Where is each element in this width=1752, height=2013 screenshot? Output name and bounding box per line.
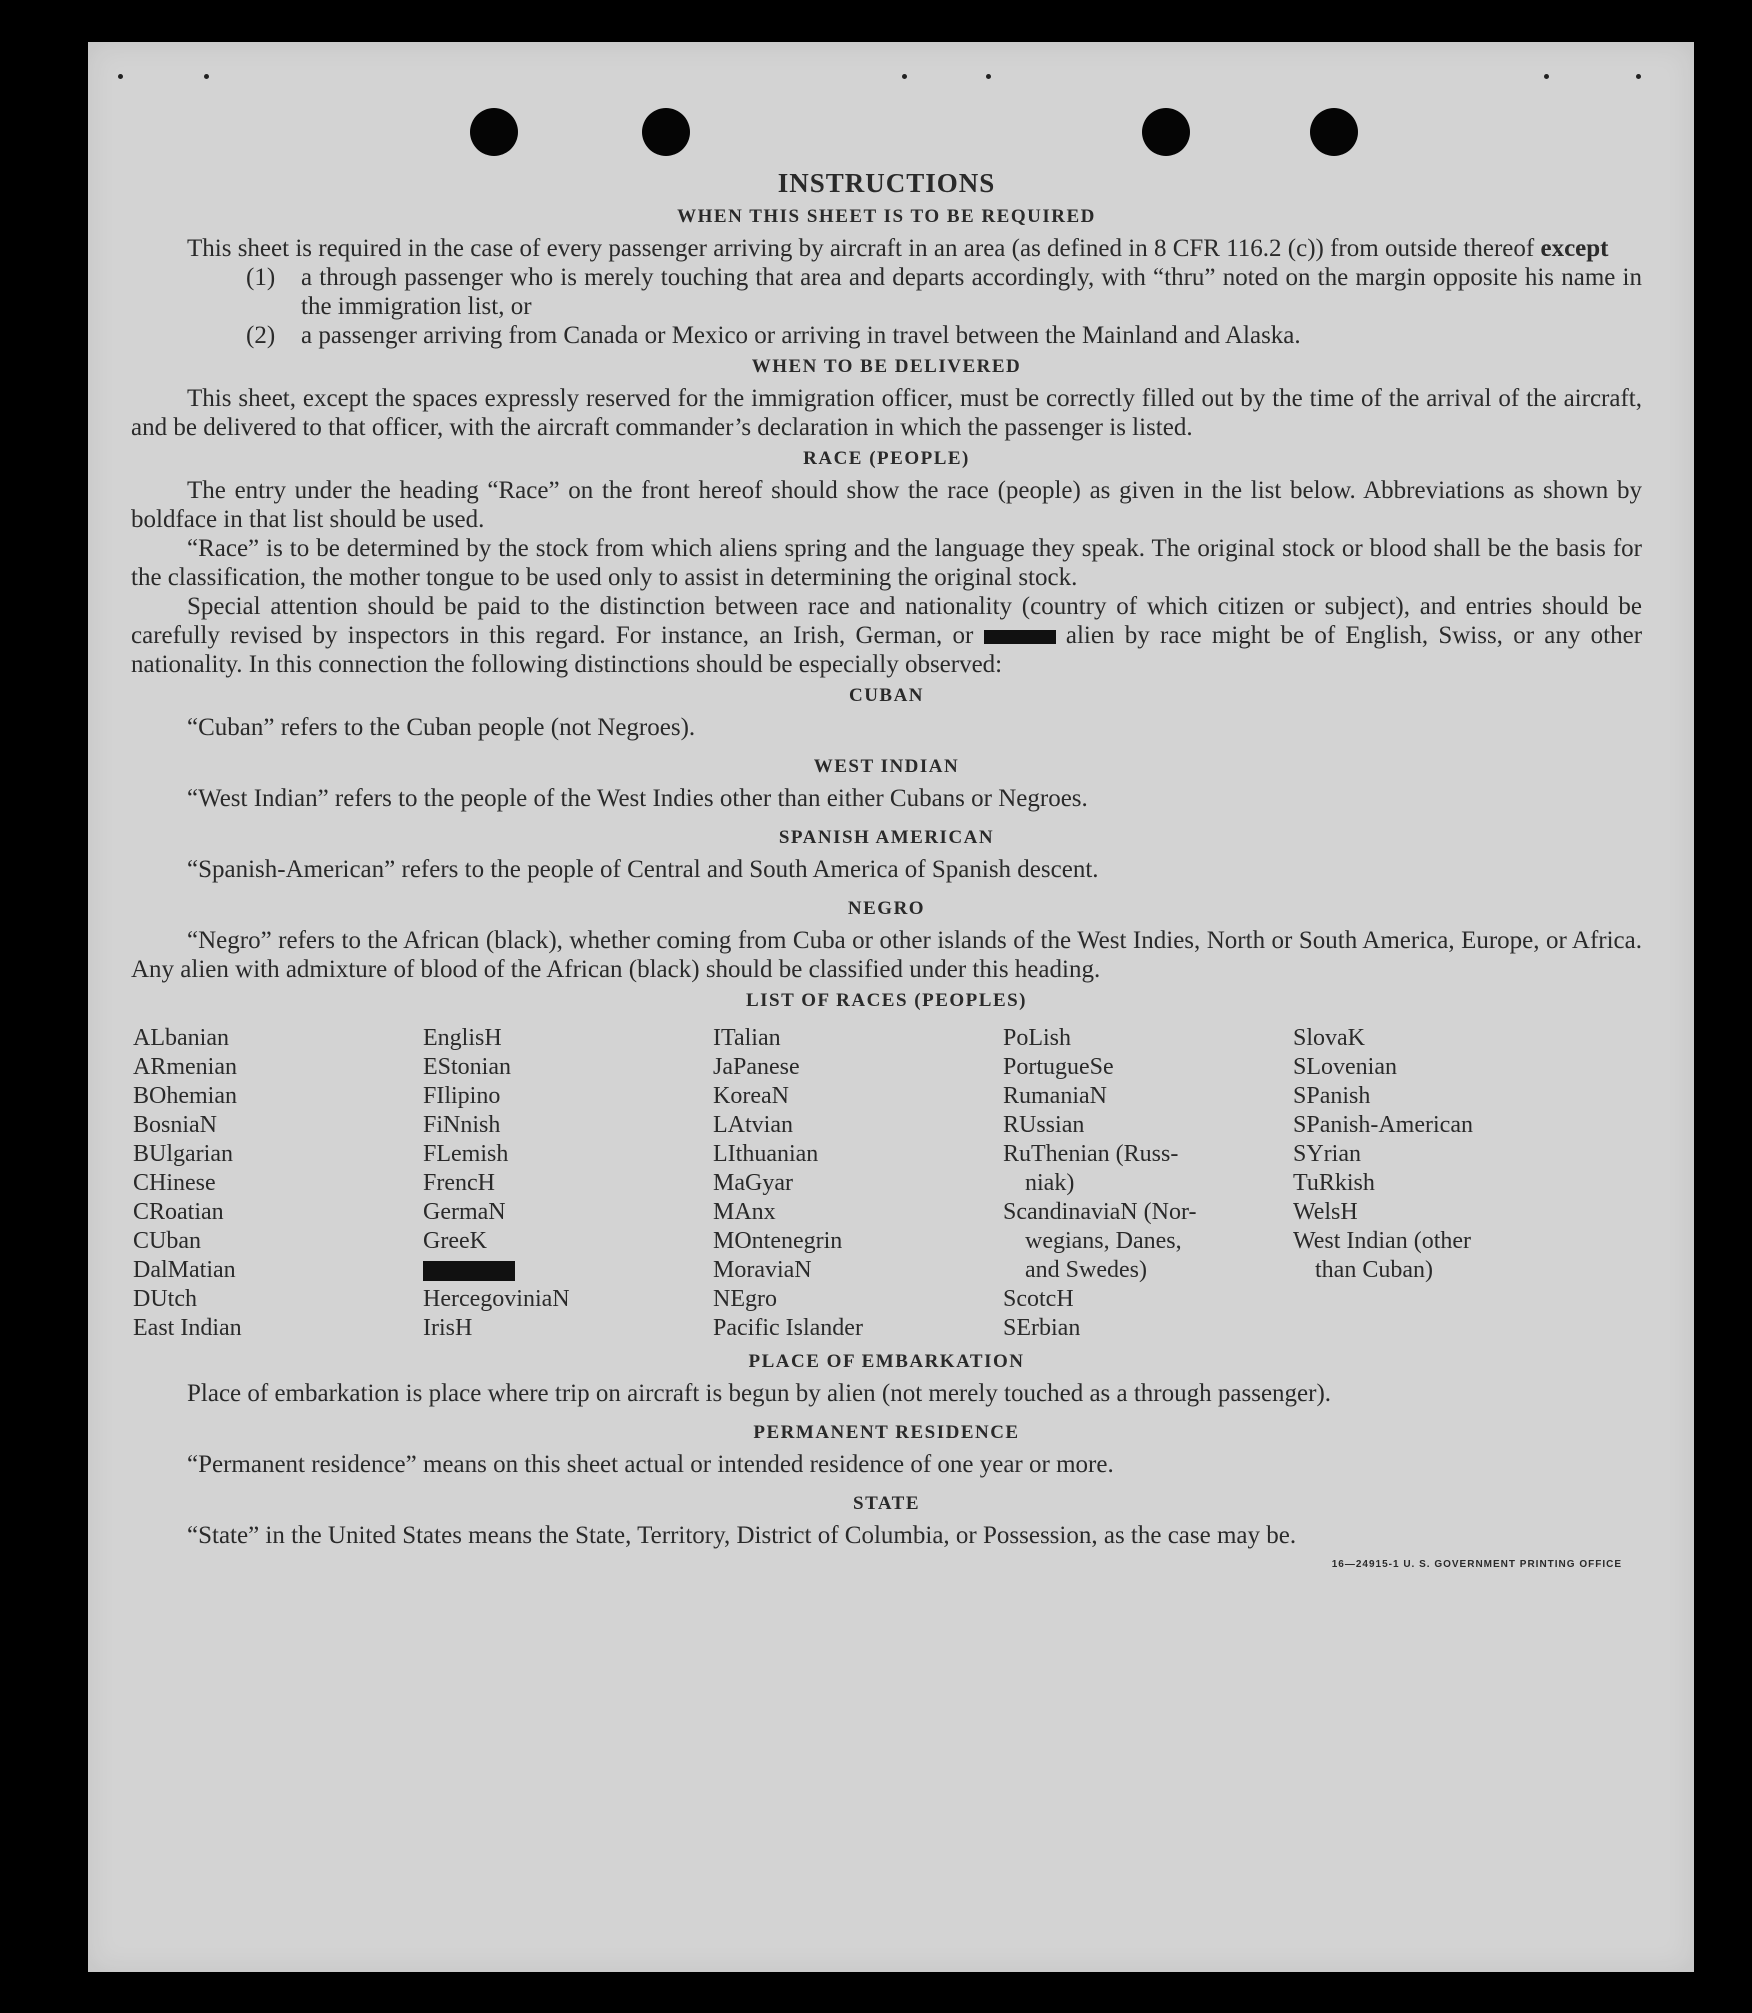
section-heading-west-indian: WEST INDIAN [813, 756, 960, 777]
race-entry: HercegoviniaN [423, 1286, 570, 1312]
section-heading-spanish-american: SPANISH AMERICAN [778, 827, 995, 848]
race-entry: CHinese [133, 1170, 216, 1196]
residence-text: “Permanent residence” means on this sheet actual or intended residence of one year or more. [187, 1451, 1114, 1478]
section-heading-embarkation: PLACE OF EMBARKATION [748, 1351, 1025, 1372]
race-entry: KoreaN [713, 1083, 789, 1109]
race-entry: PoLish [1003, 1025, 1072, 1051]
redaction-mark [423, 1261, 515, 1281]
race-entry: WelsH [1293, 1199, 1358, 1225]
race-entry: CRoatian [133, 1199, 224, 1225]
footer-line [131, 1550, 1642, 1579]
race-entry: SErbian [1003, 1315, 1081, 1341]
race-entry: FIlipino [423, 1083, 501, 1109]
race-entry: FiNnish [423, 1112, 501, 1138]
punch-hole [1142, 108, 1190, 156]
race-entry: GermaN [423, 1199, 506, 1225]
section-heading-negro: NEGRO [847, 898, 926, 919]
race-entry-redacted [423, 1256, 713, 1285]
delivered-text: This sheet, except the spaces expressly reserved for the immigration officer, must be correctly filled out by the time of the arrival of the aircraft, and be delivered to that officer, with the aircraft commander’s declaration in which the passenger is listed. [131, 385, 1642, 441]
race-entry: FrencH [423, 1170, 495, 1196]
race-entry: RUssian [1003, 1112, 1085, 1138]
race-entry: DalMatian [133, 1257, 236, 1283]
race-entry: MaGyar [713, 1170, 793, 1196]
race-entry: BOhemian [133, 1083, 237, 1109]
punch-hole [1310, 108, 1358, 156]
races-column-4 [1003, 1024, 1293, 1343]
race-entry: RuThenian (Russ- [1003, 1141, 1179, 1167]
section-heading-race: RACE (PEOPLE) [803, 448, 970, 469]
race-entry: SLovenian [1293, 1054, 1397, 1080]
races-column-2 [423, 1024, 713, 1343]
section-heading-list-of-races: LIST OF RACES (PEOPLES) [745, 990, 1028, 1011]
section-heading-required: WHEN THIS SHEET IS TO BE REQUIRED [677, 206, 1096, 227]
race-entry: MAnx [713, 1199, 776, 1225]
instructions-content [131, 169, 1642, 1579]
race-entry: GreeK [423, 1228, 487, 1254]
printer-imprint: 16—24915-1 U. S. GOVERNMENT PRINTING OFFICE [1331, 1559, 1622, 1570]
race-entry-continued: niak) [1025, 1170, 1075, 1196]
document-page [88, 42, 1694, 1972]
race-entry: MOntenegrin [713, 1228, 843, 1254]
race-entry: RumaniaN [1003, 1083, 1107, 1109]
cuban-text: “Cuban” refers to the Cuban people (not Negroes). [187, 714, 696, 741]
race-entry: ARmenian [133, 1054, 237, 1080]
state-text: “State” in the United States means the State, Territory, District of Columbia, or Possession, as the case may be. [187, 1522, 1297, 1549]
spanish-american-text: “Spanish-American” refers to the people of Central and South America of Spanish descent. [187, 856, 1099, 883]
race-entry: East Indian [133, 1315, 242, 1341]
speck [986, 74, 991, 79]
race-paragraph-3: Special attention should be paid to the distinction between race and nationality (country of which citizen or subject), and entries should be carefully revised by inspectors in this regard. For instance, an Irish, German, or alien by race might be of English, Swiss, or any other nationality. In this connection the following distinctions should be especially observed: [131, 593, 1643, 678]
required-intro: This sheet is required in the case of every passenger arriving by aircraft in an area (as defined in 8 CFR 116.2 (c)) from outside thereof except [187, 235, 1609, 262]
race-entry: IrisH [423, 1315, 473, 1341]
race-entry: PortugueSe [1003, 1054, 1114, 1080]
race-entry: SPanish-American [1293, 1112, 1473, 1138]
race-entry: Pacific Islander [713, 1315, 863, 1341]
race-entry: TuRkish [1293, 1170, 1375, 1196]
race-entry: NEgro [713, 1286, 777, 1312]
race-entry: SYrian [1293, 1141, 1361, 1167]
list-item: (1) a through passenger who is merely touching that area and departs accordingly, with “thru” noted on the margin opposite his name in the immigration list, or [246, 264, 1642, 320]
race-entry-continued: and Swedes) [1025, 1257, 1147, 1283]
punch-hole [470, 108, 518, 156]
list-item: (2) a passenger arriving from Canada or Mexico or arriving in travel between the Mainland and Alaska. [246, 322, 1301, 349]
speck [118, 74, 123, 79]
race-entry: MoraviaN [713, 1257, 812, 1283]
section-heading-residence: PERMANENT RESIDENCE [753, 1422, 1020, 1443]
race-entry: SlovaK [1293, 1025, 1365, 1051]
speck [204, 74, 209, 79]
race-entry-continued: wegians, Danes, [1025, 1228, 1182, 1254]
section-heading-delivered: WHEN TO BE DELIVERED [751, 356, 1022, 377]
race-entry: DUtch [133, 1286, 197, 1312]
race-entry: LAtvian [713, 1112, 793, 1138]
race-entry: SPanish [1293, 1083, 1371, 1109]
negro-text: “Negro” refers to the African (black), whether coming from Cuba or other islands of the West Indies, North or South America, Europe, or Africa. Any alien with admixture of blood of the African (black) should be classified under this heading. [131, 927, 1642, 983]
race-entry: CUban [133, 1228, 201, 1254]
race-entry: ALbanian [133, 1025, 229, 1051]
races-column-1 [133, 1024, 423, 1343]
race-entry: BosniaN [133, 1112, 217, 1138]
west-indian-text: “West Indian” refers to the people of the West Indies other than either Cubans or Negroes. [187, 785, 1088, 812]
race-entry: JaPanese [713, 1054, 800, 1080]
race-entry: LIthuanian [713, 1141, 819, 1167]
race-paragraph-2: “Race” is to be determined by the stock from which aliens spring and the language they speak. The original stock or blood shall be the basis for the classification, the mother tongue to be used only to assist in determining the original stock. [131, 535, 1642, 591]
speck [1636, 74, 1641, 79]
speck [1544, 74, 1549, 79]
races-column-5 [1293, 1024, 1623, 1343]
race-entry: ITalian [713, 1025, 781, 1051]
race-entry: FLemish [423, 1141, 509, 1167]
races-column-3 [713, 1024, 1003, 1343]
race-entry: ScotcH [1003, 1286, 1074, 1312]
page-title: INSTRUCTIONS [777, 168, 996, 198]
race-entry: EStonian [423, 1054, 511, 1080]
embarkation-text: Place of embarkation is place where trip on aircraft is begun by alien (not merely touched as a through passenger). [187, 1380, 1332, 1407]
race-entry: ScandinaviaN (Nor- [1003, 1199, 1197, 1225]
race-entry: EnglisH [423, 1025, 502, 1051]
race-entry-continued: than Cuban) [1315, 1257, 1433, 1283]
section-heading-cuban: CUBAN [848, 685, 925, 706]
speck [902, 74, 907, 79]
section-heading-state: STATE [853, 1493, 920, 1514]
races-list [133, 1024, 1642, 1343]
redaction-mark [984, 630, 1056, 644]
race-entry: West Indian (other [1293, 1228, 1472, 1254]
race-paragraph-1: The entry under the heading “Race” on the front hereof should show the race (people) as given in the list below. Abbreviations as shown by boldface in that list should be used. [131, 477, 1642, 533]
race-entry: BUlgarian [133, 1141, 233, 1167]
punch-hole [642, 108, 690, 156]
